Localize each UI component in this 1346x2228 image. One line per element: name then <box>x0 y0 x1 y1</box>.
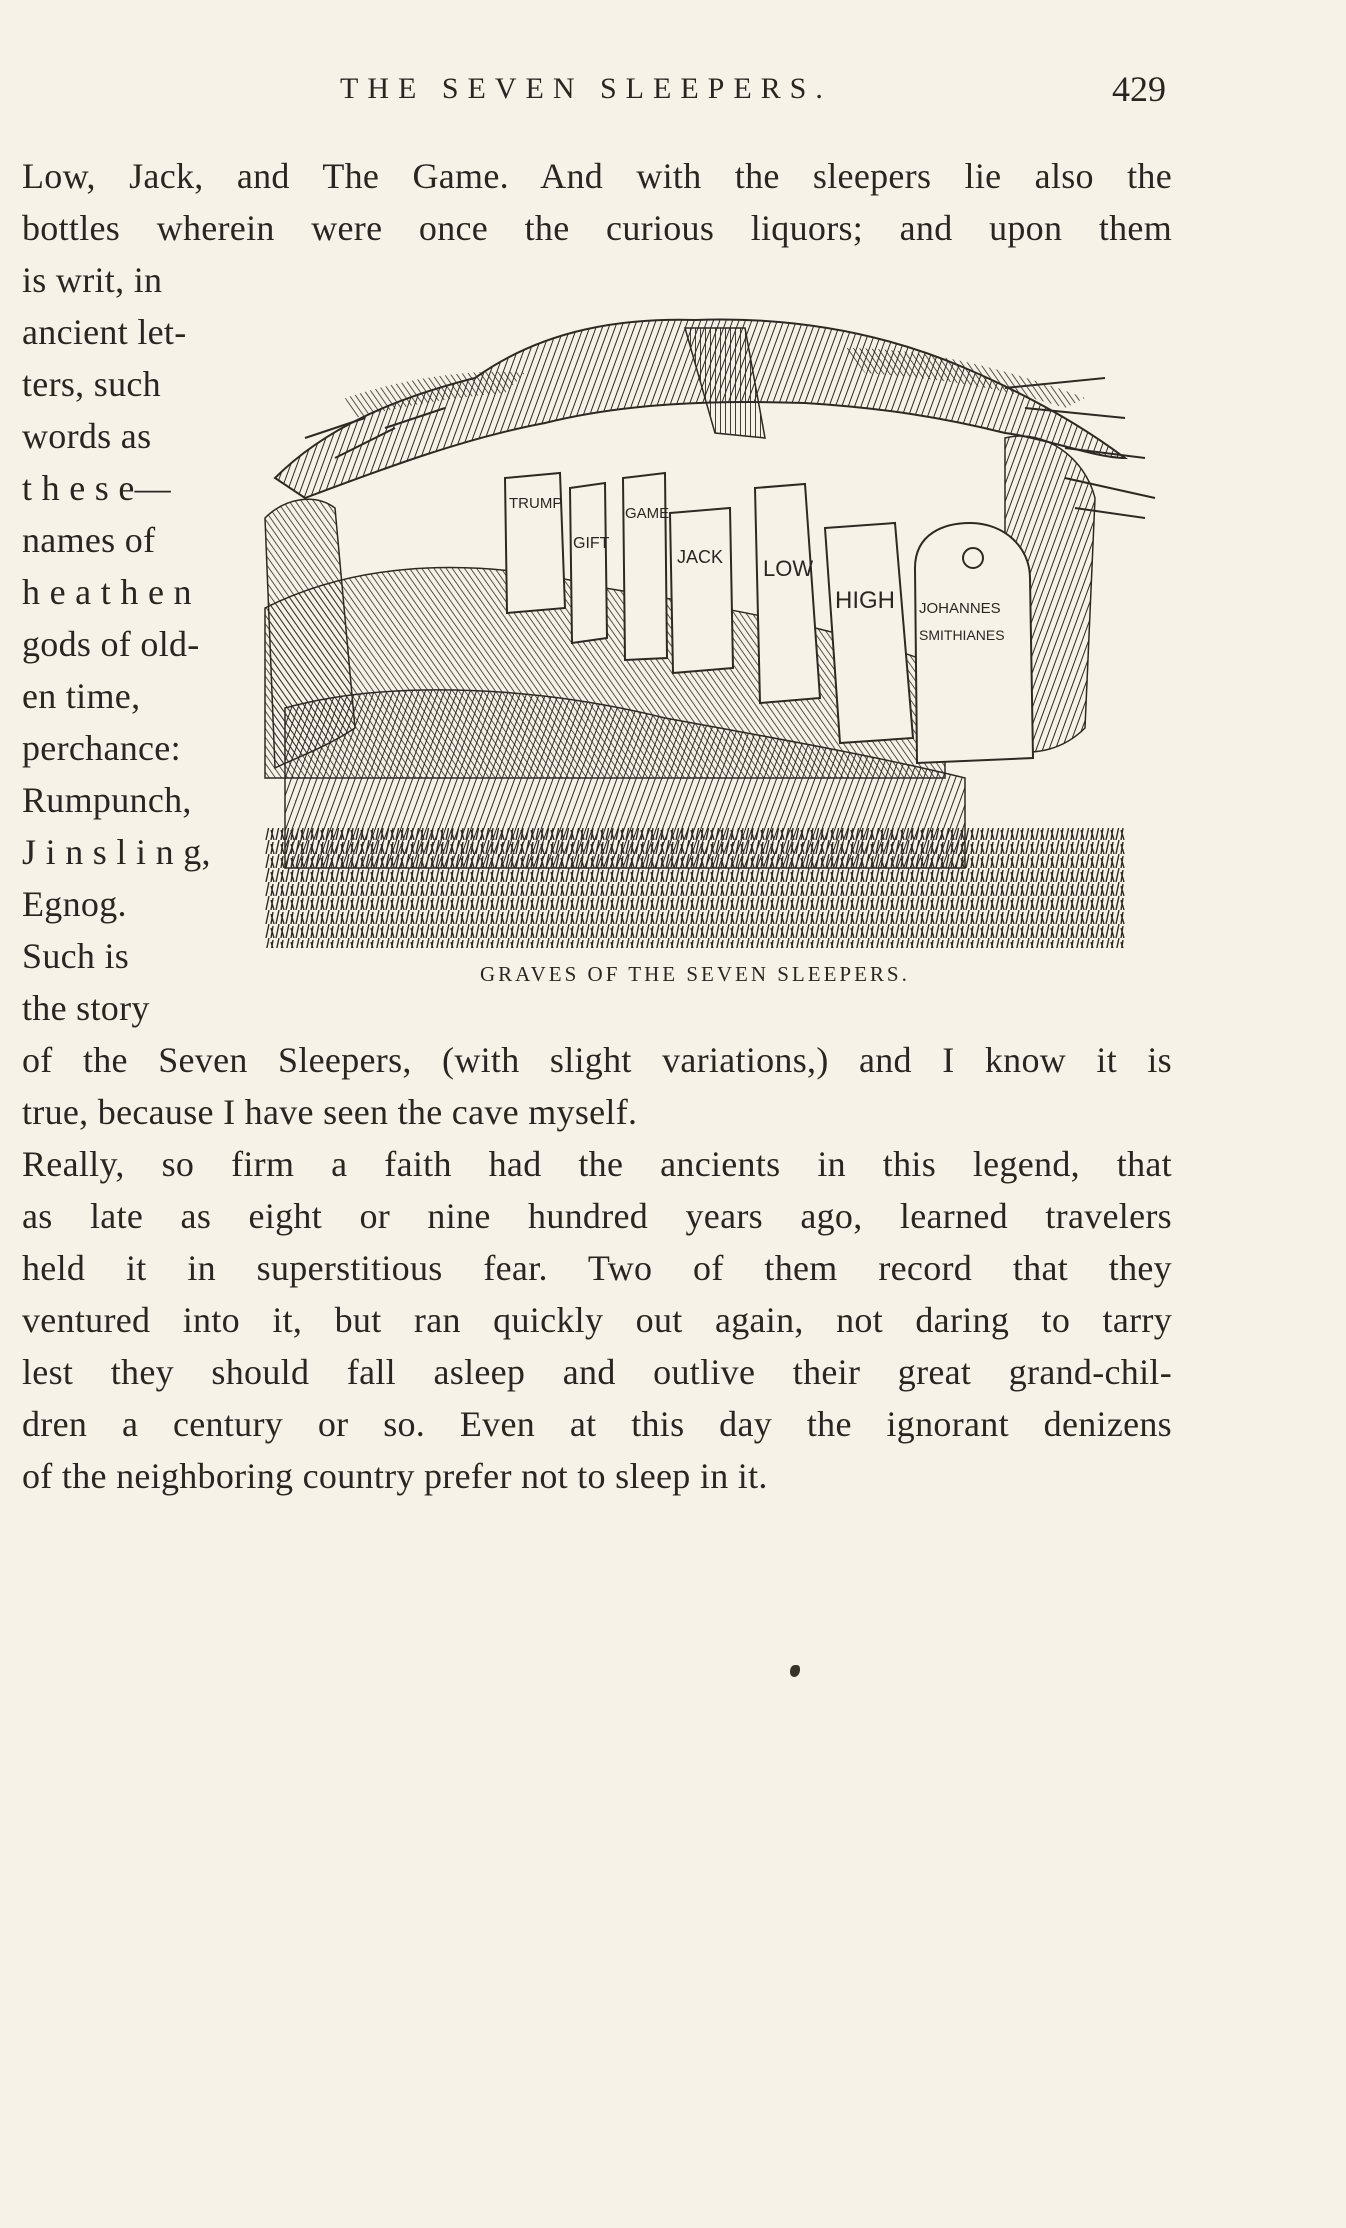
wrap-line: h e a t h e n <box>22 572 192 612</box>
headstone-trump <box>505 473 565 613</box>
stone-label-gift: GIFT <box>573 535 610 552</box>
headstone-johannes-smithianes <box>915 523 1033 763</box>
headstone-low <box>755 484 820 703</box>
text-line: as late as eight or nine hundred years ago, learned travelers <box>22 1196 1172 1236</box>
stone-label-trump: TRUMP <box>509 495 563 512</box>
wrap-line: J i n s l i n g, <box>22 832 211 872</box>
wrap-line: ters, such <box>22 364 161 404</box>
stone-label-high: HIGH <box>835 587 895 614</box>
stone-label-game: GAME <box>625 505 670 522</box>
text-line: of the neighboring country prefer not to sleep in it. <box>22 1456 768 1496</box>
wrap-line: names of <box>22 520 156 560</box>
wrap-line: is writ, in <box>22 260 163 300</box>
wrap-line: Rumpunch, <box>22 780 192 820</box>
text-line: of the Seven Sleepers, (with slight variations,) and I know it is <box>22 1040 1172 1080</box>
wrap-line: the story <box>22 988 150 1028</box>
headstone-high <box>825 523 913 743</box>
running-head <box>0 69 1346 122</box>
page-number: 429 <box>1112 69 1166 109</box>
stone-label-jack: JACK <box>677 547 724 567</box>
text-line: Really, so firm a faith had the ancients in this legend, that <box>22 1144 1172 1184</box>
engraving-svg <box>245 308 1175 948</box>
wrap-line: t h e s e— <box>22 468 171 508</box>
text-line: held it in superstitious fear. Two of them record that they <box>22 1248 1172 1288</box>
figure-caption: GRAVES OF THE SEVEN SLEEPERS. <box>480 962 910 986</box>
wrap-line: en time, <box>22 676 141 716</box>
stone-label-low: LOW <box>763 556 814 581</box>
text-line: Low, Jack, and The Game. And with the sleepers lie also the <box>22 156 1172 196</box>
stone-label-johannes: JOHANNES <box>919 600 1001 617</box>
wrap-line: Such is <box>22 936 130 976</box>
text-line: bottles wherein were once the curious liquors; and upon them <box>22 208 1172 248</box>
stone-label-smithianes: SMITHIANES <box>919 627 1005 643</box>
wrap-line: gods of old- <box>22 624 200 664</box>
headstone-gift <box>570 483 610 643</box>
text-line: lest they should fall asleep and outlive their great grand-chil- <box>22 1352 1172 1392</box>
wrap-line: ancient let- <box>22 312 187 352</box>
running-title: THE SEVEN SLEEPERS. <box>340 72 832 105</box>
engraving-graves-illustration <box>245 308 1175 948</box>
text-line: ventured into it, but ran quickly out again, not daring to tarry <box>22 1300 1172 1340</box>
wrap-line: perchance: <box>22 728 181 768</box>
ink-smudge <box>790 1665 800 1677</box>
text-line: true, because I have seen the cave myself. <box>22 1092 638 1132</box>
headstone-jack <box>670 508 733 673</box>
headstone-game <box>623 473 669 660</box>
text-line: dren a century or so. Even at this day the ignorant denizens <box>22 1404 1172 1444</box>
wrap-line: words as <box>22 416 152 456</box>
wrap-line: Egnog. <box>22 884 127 924</box>
